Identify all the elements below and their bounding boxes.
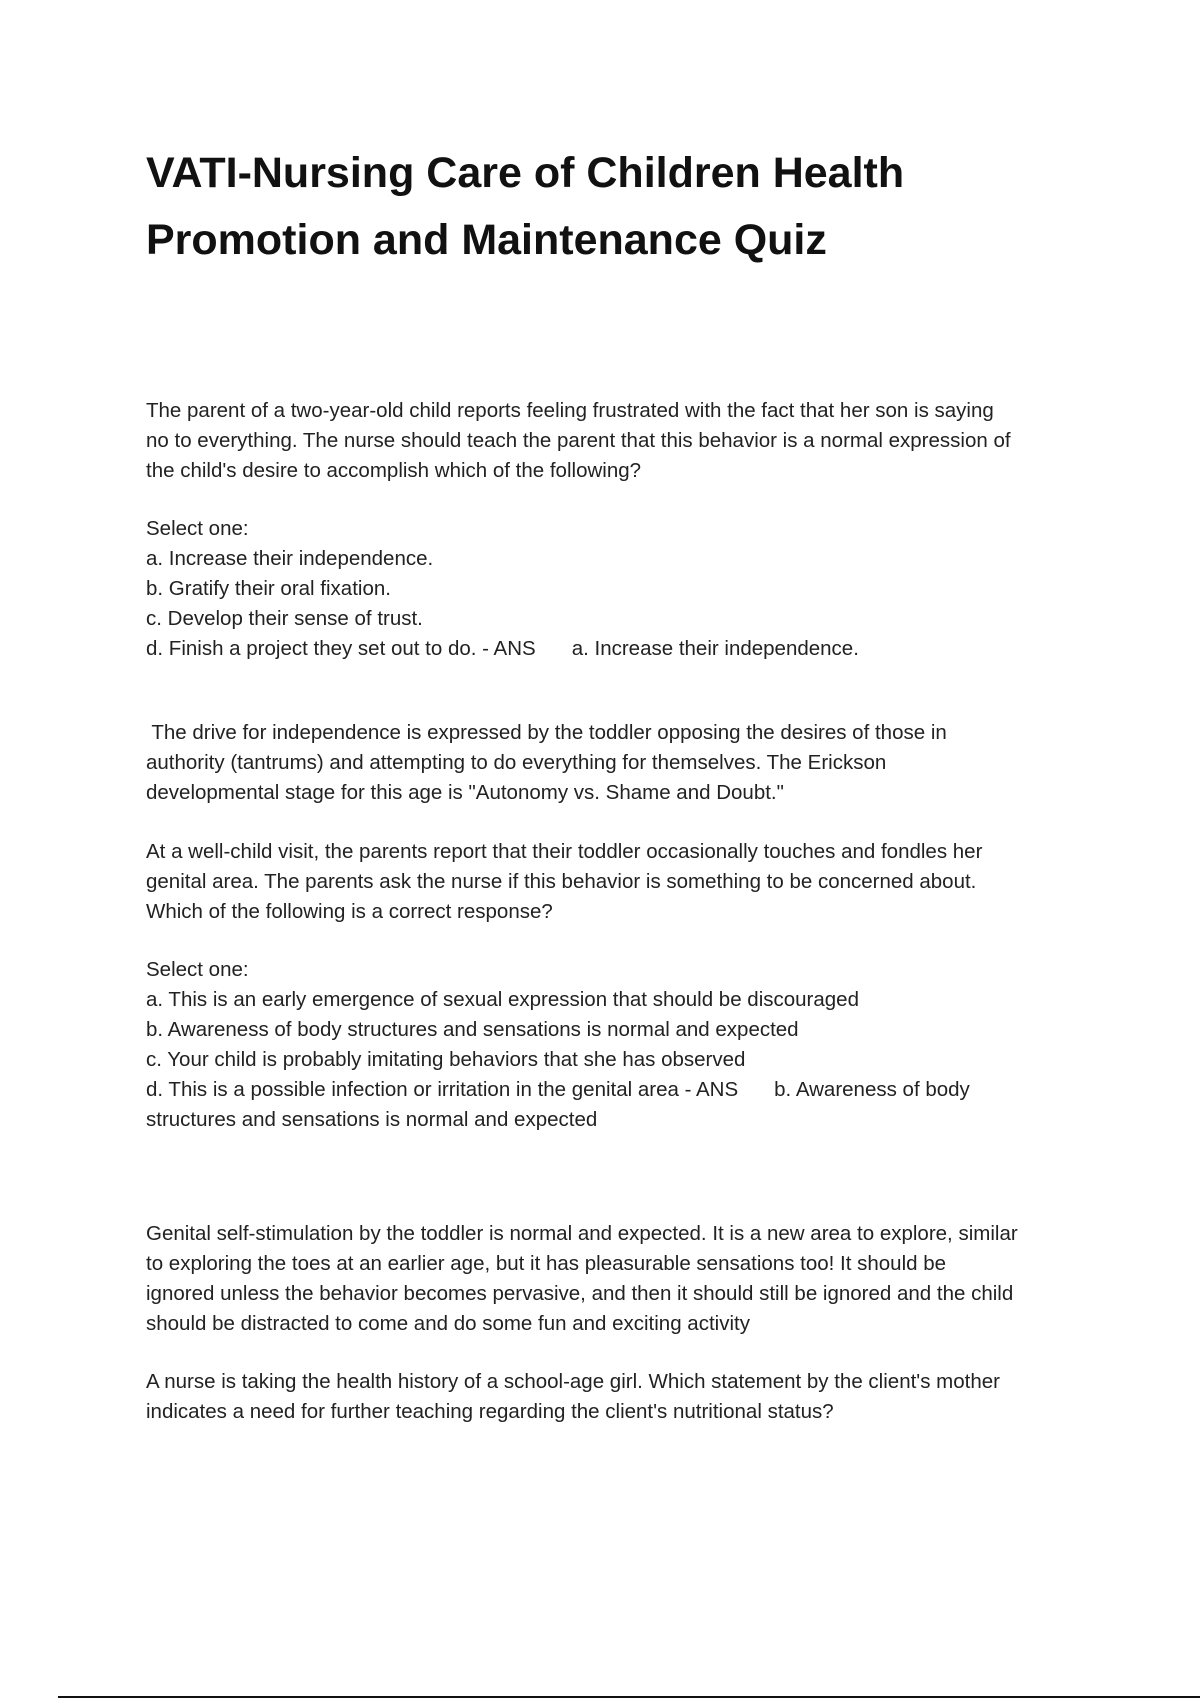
question-2-options xyxy=(146,955,1096,1135)
text-line: authority (tantrums) and attempting to do everything for themselves. The Erickson xyxy=(146,751,887,774)
option-c: c. Develop their sense of trust. xyxy=(146,607,423,630)
text-line: should be distracted to come and do some fun and exciting activity xyxy=(146,1312,750,1335)
question-2-stem xyxy=(146,837,1096,927)
title-line: VATI-Nursing Care of Children Health xyxy=(146,149,905,197)
text-line: At a well-child visit, the parents report that their toddler occasionally touches and fondles her xyxy=(146,840,983,863)
text-line: Which of the following is a correct response? xyxy=(146,900,553,923)
text-line: The drive for independence is expressed by the toddler opposing the desires of those in xyxy=(146,721,947,744)
option-d-with-answer xyxy=(146,634,1096,664)
text-line: developmental stage for this age is "Autonomy vs. Shame and Doubt." xyxy=(146,781,784,804)
answer-continuation: structures and sensations is normal and expected xyxy=(146,1108,598,1131)
question-1-options xyxy=(146,514,1096,664)
option-b: b. Gratify their oral fixation. xyxy=(146,577,391,600)
text-line: A nurse is taking the health history of a school-age girl. Which statement by the client's mother xyxy=(146,1370,1000,1393)
question-1-stem xyxy=(146,396,1096,486)
select-one-label: Select one: xyxy=(146,958,249,981)
text-line: ignored unless the behavior becomes pervasive, and then it should still be ignored and the child xyxy=(146,1282,1014,1305)
answer: b. Awareness of body xyxy=(774,1078,970,1101)
text-line: no to everything. The nurse should teach the parent that this behavior is a normal expression of xyxy=(146,429,1011,452)
text-line: indicates a need for further teaching regarding the client's nutritional status? xyxy=(146,1400,834,1423)
option-b: b. Awareness of body structures and sensations is normal and expected xyxy=(146,1018,799,1041)
select-one-label: Select one: xyxy=(146,517,249,540)
text-line: the child's desire to accomplish which of the following? xyxy=(146,459,642,482)
question-1-rationale xyxy=(146,718,1096,808)
document-title xyxy=(146,140,1106,274)
option-d-with-answer xyxy=(146,1075,1096,1105)
option-a: a. This is an early emergence of sexual expression that should be discouraged xyxy=(146,988,859,1011)
question-2-rationale xyxy=(146,1219,1096,1339)
text-line: genital area. The parents ask the nurse if this behavior is something to be concerned about. xyxy=(146,870,977,893)
option-c: c. Your child is probably imitating behaviors that she has observed xyxy=(146,1048,746,1071)
question-3-stem xyxy=(146,1367,1096,1427)
option-a: a. Increase their independence. xyxy=(146,547,434,570)
option-d: d. This is a possible infection or irritation in the genital area - ANS xyxy=(146,1078,739,1101)
text-line: to exploring the toes at an earlier age, but it has pleasurable sensations too! It should be xyxy=(146,1252,947,1275)
text-line: The parent of a two-year-old child reports feeling frustrated with the fact that her son is saying xyxy=(146,399,994,422)
title-line: Promotion and Maintenance Quiz xyxy=(146,216,827,264)
answer: a. Increase their independence. xyxy=(571,637,859,660)
footer-divider xyxy=(58,1696,1200,1698)
text-line: Genital self-stimulation by the toddler is normal and expected. It is a new area to explore, similar xyxy=(146,1222,1018,1245)
option-d: d. Finish a project they set out to do. - ANS xyxy=(146,637,536,660)
